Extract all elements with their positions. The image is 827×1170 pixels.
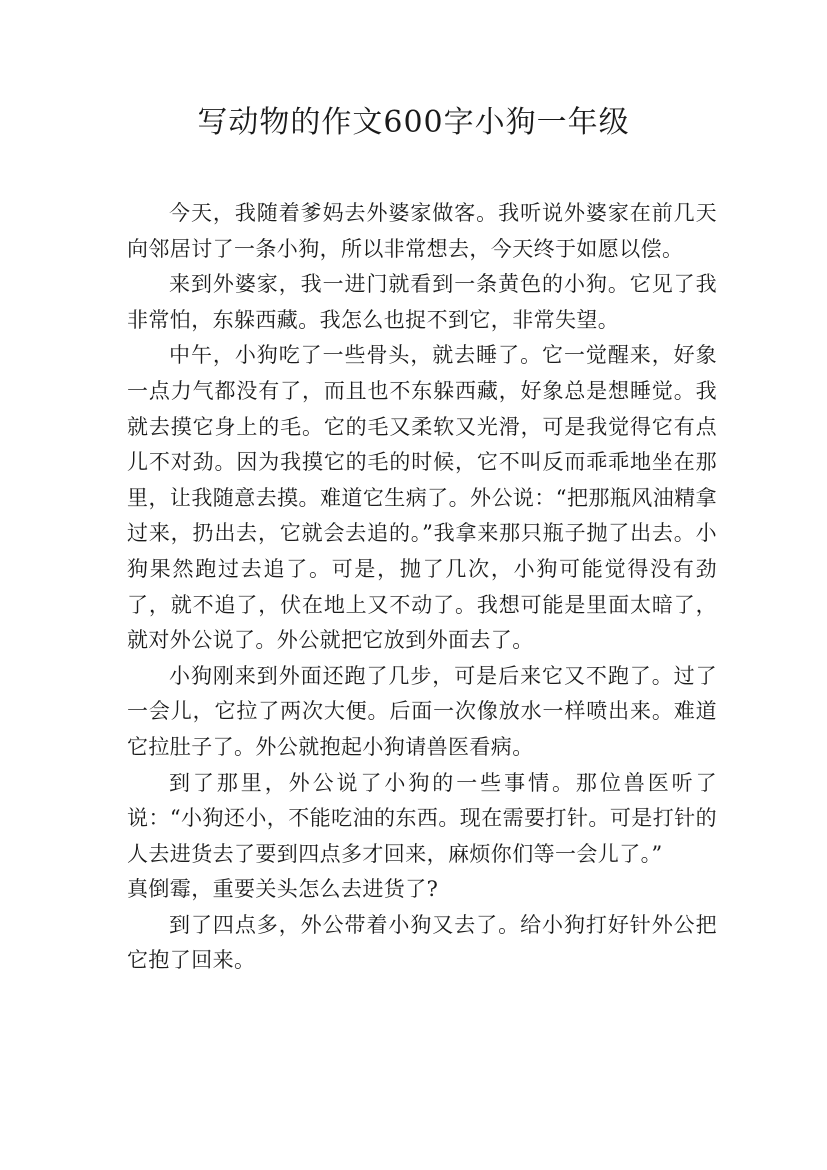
paragraph-6: 真倒霉，重要关头怎么去进货了? <box>127 877 439 902</box>
paragraph-1: 今天，我随着爹妈去外婆家做客。我听说外婆家在前几天向邻居讨了一条小狗，所以非常想去，今天终于如愿以偿。 <box>127 201 717 261</box>
paragraph-7: 到了四点多，外公带着小狗又去了。给小狗打好针外公把它抱了回来。 <box>127 912 717 973</box>
paragraph-3: 中午，小狗吃了一些骨头，就去睡了。它一觉醒来，好象一点力气都没有了，而且也不东躲西藏，好象总是想睡觉。我就去摸它身上的毛。它的毛又柔软又光滑，可是我觉得它有点儿不对劲。因为我摸它的毛的时候，它不叫反而乖乖地坐在那里，让我随意去摸。难道它生病了。外公说：“把那瓶风油精拿过来，扔出去，它就会去追的。”我拿来那只瓶子抛了出去。小狗果然跑过去追了。可是，抛了几次，小狗可能觉得没有劲了，就不追了，伏在地上又不动了。我想可能是里面太暗了，就对外公说了。外公就把它放到外面去了。 <box>127 343 717 653</box>
paragraph-5: 到了那里，外公说了小狗的一些事情。那位兽医听了说：“小狗还小，不能吃油的东西。现在需要打针。可是打针的人去进货去了要到四点多才回来，麻烦你们等一会儿了。” <box>127 770 717 866</box>
paragraph-4: 小狗刚来到外面还跑了几步，可是后来它又不跑了。过了一会儿，它拉了两次大便。后面一次像放水一样喷出来。难道它拉肚子了。外公就抱起小狗请兽医看病。 <box>127 663 717 759</box>
paragraph-2: 来到外婆家，我一进门就看到一条黄色的小狗。它见了我非常怕，东躲西藏。我怎么也捉不到它，非常失望。 <box>127 272 717 332</box>
document-body <box>127 196 717 979</box>
document-title: 写动物的作文600字小狗一年级 <box>197 105 630 140</box>
